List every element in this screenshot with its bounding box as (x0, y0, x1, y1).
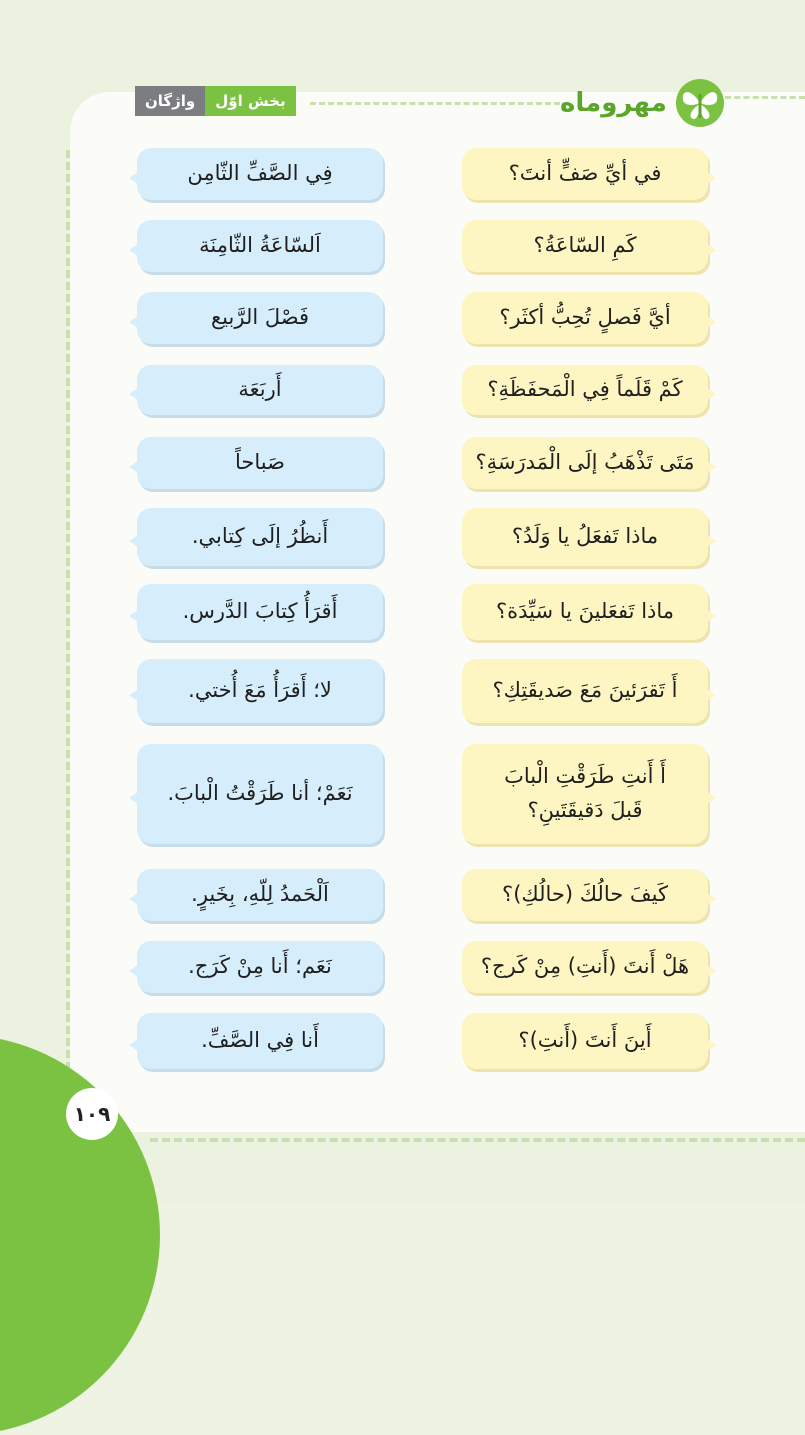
question-bubble: ماذا تَفعَلُ يا وَلَدُ؟ (462, 508, 708, 566)
answer-bubble: أَربَعَة (137, 365, 383, 415)
question-bubble: أَ تَقرَئينَ مَعَ صَديقَتِكِ؟ (462, 659, 708, 723)
question-bubble: كَمِ السّاعَةُ؟ (462, 220, 708, 272)
dashed-border-top-right (725, 96, 805, 99)
question-bubble: في أيِّ صَفٍّ أنتَ؟ (462, 148, 708, 200)
qa-row (0, 148, 805, 200)
qa-row (0, 292, 805, 344)
answer-bubble: نَعَم؛ أَنا مِنْ كَرَج. (137, 941, 383, 993)
qa-row (0, 365, 805, 415)
brand-name: مهروماه (560, 88, 667, 118)
question-bubble: كَمْ قَلَماً فِي الْمَحفَظَةِ؟ (462, 365, 708, 415)
answer-bubble: أَنظُرُ إلَى كِتابي. (137, 508, 383, 566)
butterfly-icon (673, 78, 727, 128)
question-bubble: هَلْ أَنتَ (أَنتِ) مِنْ كَرج؟ (462, 941, 708, 993)
answer-bubble: لا؛ أَقرَأُ مَعَ أُختي. (137, 659, 383, 723)
question-bubble: كَيفَ حالُكَ (حالُكِ)؟ (462, 869, 708, 921)
qa-row (0, 508, 805, 566)
answer-bubble: فَصْلَ الرَّبيع (137, 292, 383, 344)
qa-row (0, 584, 805, 640)
answer-bubble: أَقرَأُ كِتابَ الدَّرس. (137, 584, 383, 640)
qa-row (0, 941, 805, 993)
answer-bubble: نَعَمْ؛ أنا طَرَقْتُ الْبابَ. (137, 744, 383, 844)
qa-row (0, 437, 805, 489)
page-number: ۱۰۹ (66, 1088, 118, 1140)
category-tag: واژگان (135, 86, 205, 116)
dashed-border-top (310, 102, 560, 105)
dashed-border-bottom (150, 1138, 805, 1142)
qa-row (0, 869, 805, 921)
answer-bubble: اَلسّاعَةُ الثّامِنَة (137, 220, 383, 272)
qa-row (0, 220, 805, 272)
qa-row (0, 1013, 805, 1069)
question-bubble: مَتَى تَذْهَبُ إلَى الْمَدرَسَةِ؟ (462, 437, 708, 489)
answer-bubble: صَباحاً (137, 437, 383, 489)
qa-row (0, 659, 805, 723)
answer-bubble: اَلْحَمدُ لِلّهِ، بِخَيرٍ. (137, 869, 383, 921)
answer-bubble: فِي الصَّفِّ الثّامِن (137, 148, 383, 200)
qa-row (0, 744, 805, 844)
answer-bubble: أَنا فِي الصَّفِّ. (137, 1013, 383, 1069)
question-bubble: أيَّ فَصلٍ تُحِبُّ أكثَر؟ (462, 292, 708, 344)
question-bubble: أَينَ أَنتَ (أَنتِ)؟ (462, 1013, 708, 1069)
brand-logo (560, 78, 727, 128)
section-tags (135, 86, 296, 116)
section-tag: بخش اوّل (205, 86, 295, 116)
question-bubble: أَ أَنتِ طَرَقْتِ الْبابَ قَبلَ دَقيقَتَينِ؟ (462, 744, 708, 844)
question-bubble: ماذا تَفعَلينَ يا سَيِّدَة؟ (462, 584, 708, 640)
